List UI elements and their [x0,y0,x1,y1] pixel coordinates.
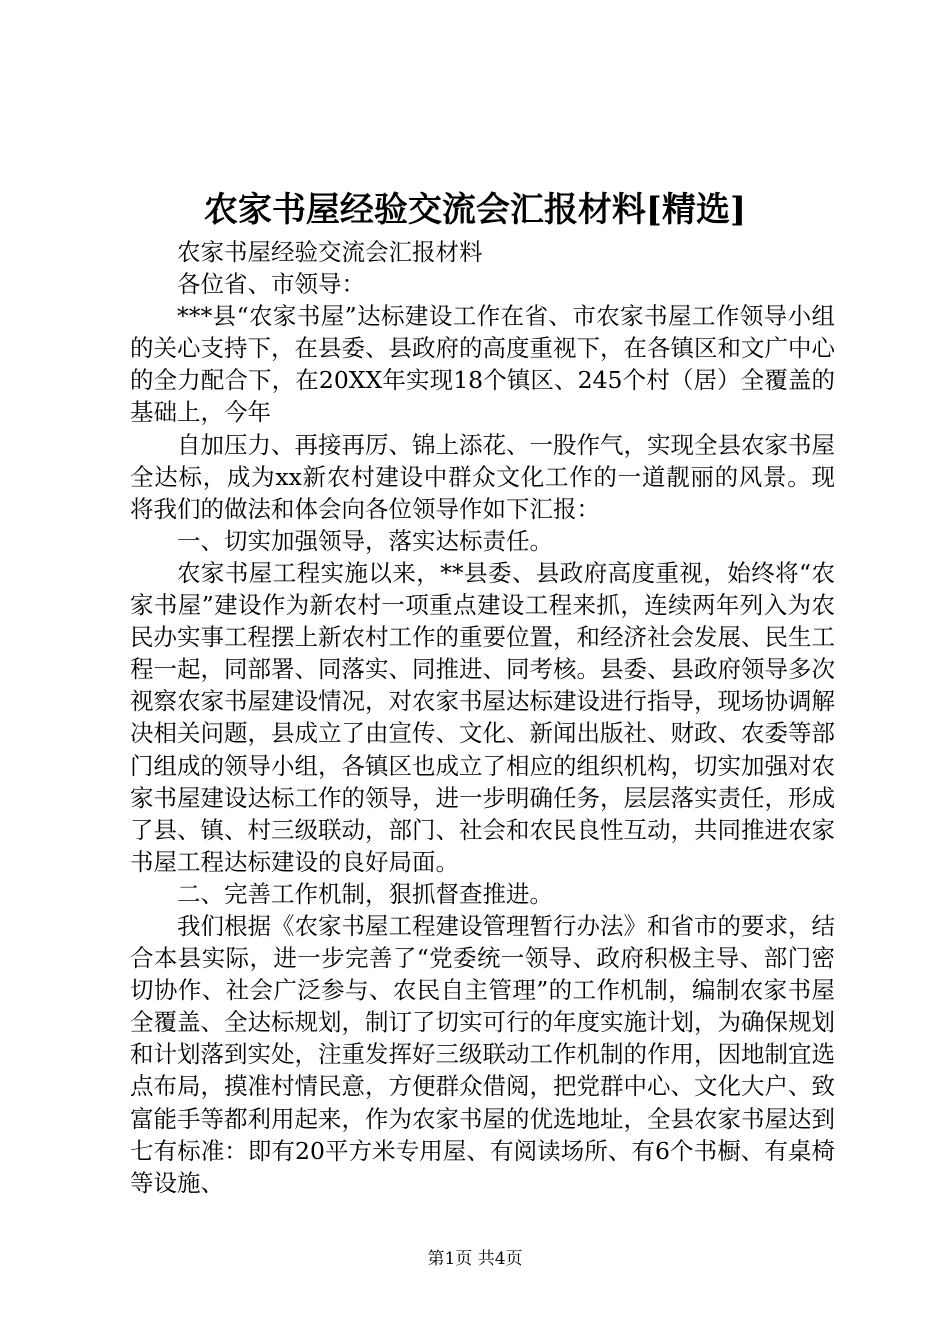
paragraph: ***县“农家书屋”达标建设工作在省、市农家书屋工作领导小组的关心支持下，在县委、县政府的高度重视下，在各镇区和文广中心的全力配合下，在20XX年实现18个镇区、245个村（居）全覆盖的基础上，今年 [130,302,835,427]
paragraph: 各位省、市领导： [177,270,365,299]
paragraph: 农家书屋工程实施以来，**县委、县政府高度重视，始终将“农家书屋”建设作为新农村一项重点建设工程来抓，连续两年列入为农民办实事工程摆上新农村工作的重要位置，和经济社会发展、民生工程一起，同部署、同落实、同推进、同考核。县委、县政府领导多次视察农家书屋建设情况，对农家书屋达标建设进行指导，现场协调解决相关问题，县成立了由宣传、文化、新闻出版社、财政、农委等部门组成的领导小组，各镇区也成立了相应的组织机构，切实加强对农家书屋建设达标工作的领导，进一步明确任务，层层落实责任，形成了县、镇、村三级联动，部门、社会和农民良性互动，共同推进农家书屋工程达标建设的良好局面。 [130,558,835,876]
section-heading: 一、切实加强领导，落实达标责任。 [177,526,553,555]
paragraph: 自加压力、再接再厉、锦上添花、一股作气，实现全县农家书屋全达标，成为xx新农村建设中群众文化工作的一道靓丽的风景。现将我们的做法和体会向各位领导作如下汇报： [130,430,835,523]
document-body [130,236,835,1199]
document-title: 农家书屋经验交流会汇报材料[精选] [203,190,747,230]
page-footer: 第1页 共4页 [427,1249,523,1269]
paragraph: 农家书屋经验交流会汇报材料 [177,238,483,266]
section-heading: 二、完善工作机制，狠抓督查推进。 [177,879,553,908]
paragraph: 我们根据《农家书屋工程建设管理暂行办法》和省市的要求，结合本县实际，进一步完善了“党委统一领导、政府积极主导、部门密切协作、社会广泛参与、农民自主管理”的工作机制，编制农家书屋全覆盖、全达标规划，制订了切实可行的年度实施计划，为确保规划和计划落到实处，注重发挥好三级联动工作机制的作用，因地制宜选点布局，摸准村情民意，方便群众借阅，把党群中心、文化大户、致富能手等都利用起来，作为农家书屋的优选地址，全县农家书屋达到七有标准：即有20平方米专用屋、有阅读场所、有6个书橱、有桌椅等设施、 [130,911,835,1197]
